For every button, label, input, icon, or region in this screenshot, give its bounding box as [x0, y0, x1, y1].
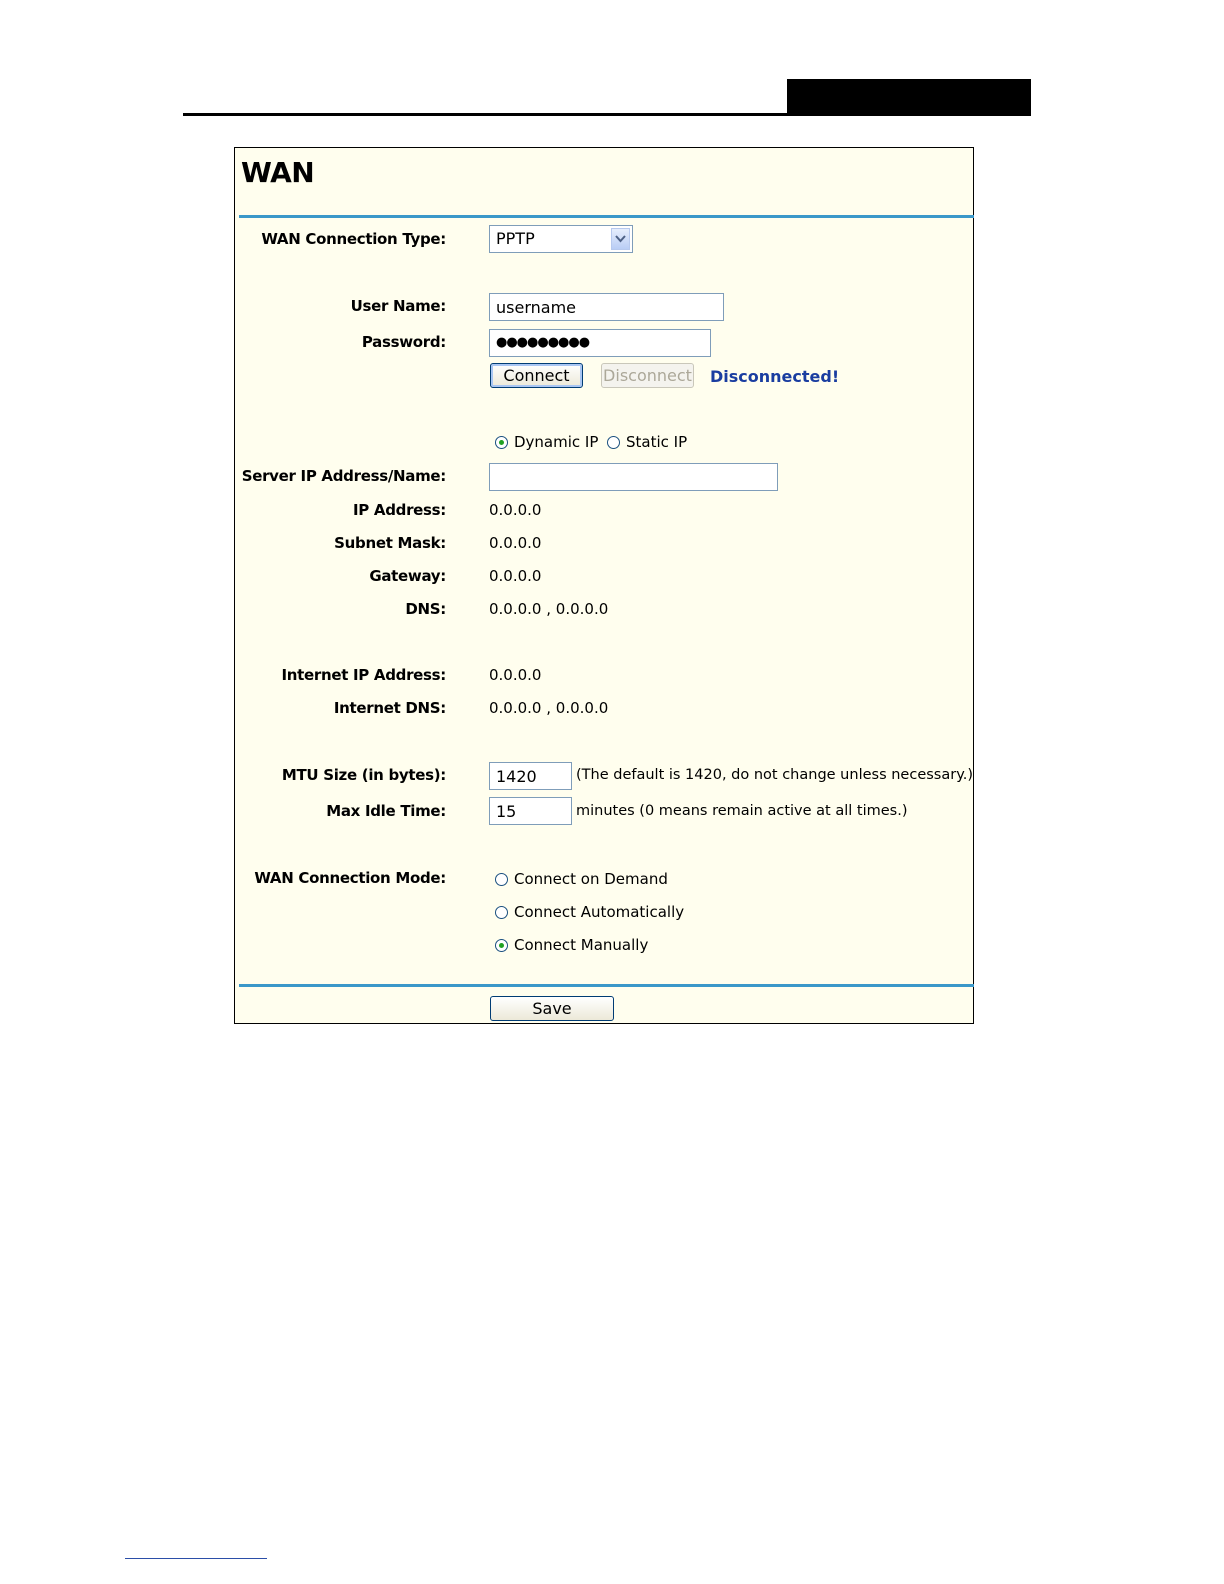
- subnet-mask-value: 0.0.0.0: [489, 534, 542, 552]
- gateway-label: Gateway:: [369, 567, 446, 585]
- mtu-label: MTU Size (in bytes):: [281, 766, 446, 784]
- connect-automatically-radio[interactable]: [495, 906, 508, 919]
- mtu-hint: (The default is 1420, do not change unless necessary.): [576, 767, 973, 783]
- top-divider: [239, 215, 974, 218]
- max-idle-hint: minutes (0 means remain active at all times.): [576, 803, 908, 819]
- connection-mode-label: WAN Connection Mode:: [254, 869, 446, 887]
- save-button[interactable]: Save: [490, 996, 614, 1021]
- password-input[interactable]: ●●●●●●●●●: [489, 329, 711, 357]
- static-ip-radio[interactable]: [607, 436, 620, 449]
- server-label: Server IP Address/Name:: [241, 467, 446, 485]
- server-input[interactable]: [489, 463, 778, 491]
- wan-settings-panel: [234, 147, 974, 1024]
- connect-manually-label: Connect Manually: [514, 936, 649, 954]
- connection-type-value: PPTP: [496, 229, 535, 248]
- max-idle-input[interactable]: 15: [489, 797, 572, 825]
- ip-address-value: 0.0.0.0: [489, 501, 542, 519]
- header-black-tab: [787, 79, 1031, 116]
- disconnect-button[interactable]: Disconnect: [601, 363, 694, 388]
- dns-value: 0.0.0.0 , 0.0.0.0: [489, 600, 609, 618]
- dynamic-ip-label: Dynamic IP: [514, 433, 599, 451]
- internet-ip-value: 0.0.0.0: [489, 666, 542, 684]
- dynamic-ip-radio[interactable]: [495, 436, 508, 449]
- user-name-input[interactable]: username: [489, 293, 724, 321]
- connect-manually-radio[interactable]: [495, 939, 508, 952]
- connect-button[interactable]: Connect: [490, 363, 583, 388]
- ip-address-label: IP Address:: [352, 501, 446, 519]
- max-idle-label: Max Idle Time:: [326, 802, 446, 820]
- static-ip-label: Static IP: [626, 433, 688, 451]
- mtu-input[interactable]: 1420: [489, 762, 572, 790]
- connect-on-demand-label: Connect on Demand: [514, 870, 668, 888]
- user-name-label: User Name:: [350, 297, 446, 315]
- connect-automatically-label: Connect Automatically: [514, 903, 685, 921]
- password-label: Password:: [361, 333, 446, 351]
- page-title: WAN: [241, 156, 315, 189]
- connection-status: Disconnected!: [710, 367, 840, 386]
- subnet-mask-label: Subnet Mask:: [334, 534, 446, 552]
- chevron-down-icon[interactable]: [611, 228, 630, 250]
- internet-ip-label: Internet IP Address:: [281, 666, 446, 684]
- gateway-value: 0.0.0.0: [489, 567, 542, 585]
- bottom-divider: [239, 984, 974, 987]
- header-rule: [183, 113, 1031, 116]
- footer-link-underline: [125, 1558, 267, 1559]
- connection-type-select[interactable]: [489, 225, 633, 253]
- connect-on-demand-radio[interactable]: [495, 873, 508, 886]
- connection-type-label: WAN Connection Type:: [261, 230, 446, 248]
- internet-dns-value: 0.0.0.0 , 0.0.0.0: [489, 699, 609, 717]
- internet-dns-label: Internet DNS:: [333, 699, 446, 717]
- dns-label: DNS:: [405, 600, 446, 618]
